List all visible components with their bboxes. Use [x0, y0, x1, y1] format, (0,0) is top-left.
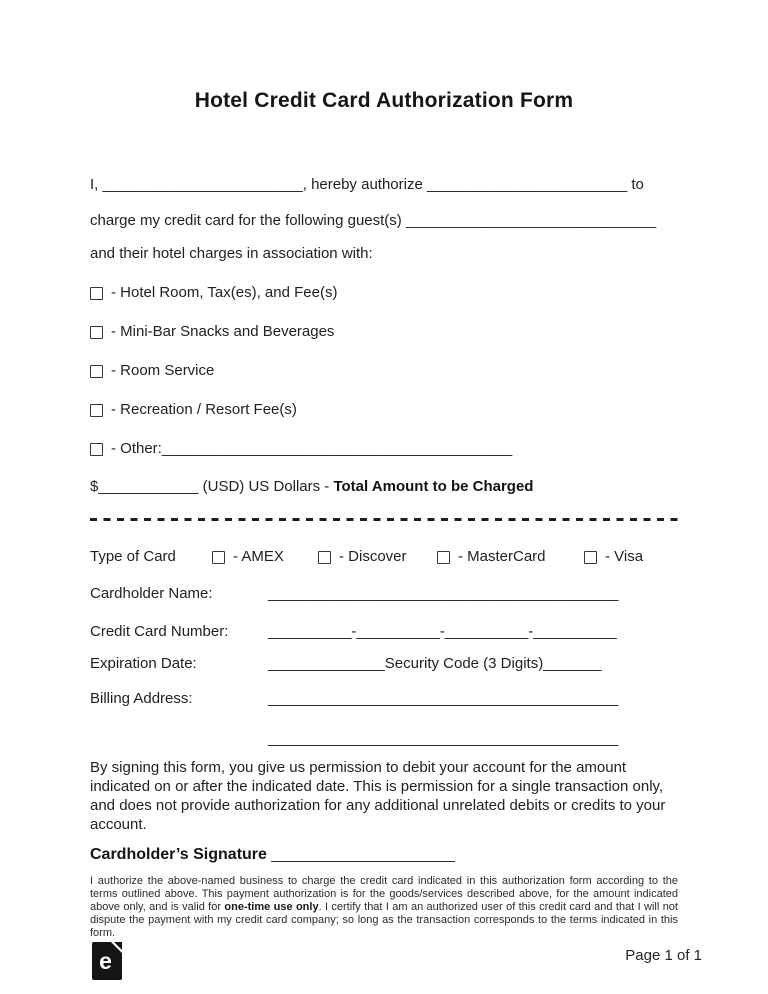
credit-card-number-row: [90, 622, 678, 642]
credit-card-number-label: Credit Card Number:: [90, 623, 229, 640]
charge-option-label: - Room Service: [111, 362, 215, 379]
charge-option-row: [90, 439, 678, 459]
card-type-option: [212, 547, 318, 567]
card-type-option-label: - Discover: [339, 548, 407, 565]
card-type-row: [90, 547, 678, 567]
cardholder-name-blank[interactable]: __________________________________________: [268, 585, 619, 602]
expiration-date-blank[interactable]: ______________: [268, 655, 385, 672]
intro-text: , hereby authorize: [302, 176, 427, 193]
intro-line-1: [90, 176, 678, 194]
eforms-logo-letter: e: [99, 948, 112, 974]
checkbox-visa[interactable]: [584, 551, 597, 564]
amount-text: (USD) US Dollars -: [198, 478, 334, 495]
card-type-option: [584, 547, 643, 567]
card-type-option: [318, 547, 437, 567]
security-code-blank[interactable]: _______: [543, 655, 602, 672]
checkbox-amex[interactable]: [212, 551, 225, 564]
charge-option-row: [90, 361, 678, 381]
charge-option-label: - Mini-Bar Snacks and Beverages: [111, 323, 335, 340]
page-footer: [0, 942, 768, 980]
card-type-option: [437, 547, 584, 567]
checkbox-other[interactable]: [90, 443, 103, 456]
currency-symbol: $: [90, 478, 99, 495]
charge-option-row: [90, 400, 678, 420]
security-code-label: Security Code (3 Digits): [384, 655, 544, 672]
charge-option-label: - Other:: [111, 440, 162, 457]
checkbox-hotel-room[interactable]: [90, 287, 103, 300]
billing-address-blank-2[interactable]: __________________________________________: [268, 730, 619, 747]
checkbox-recreation[interactable]: [90, 404, 103, 417]
page-indicator: Page 1 of 1: [625, 947, 702, 964]
checkbox-mini-bar[interactable]: [90, 326, 103, 339]
intro-text: I,: [90, 176, 103, 193]
charge-option-label: - Hotel Room, Tax(es), and Fee(s): [111, 284, 338, 301]
checkbox-mastercard[interactable]: [437, 551, 450, 564]
card-type-option-label: - MasterCard: [458, 548, 546, 565]
checkbox-discover[interactable]: [318, 551, 331, 564]
page-title: Hotel Credit Card Authorization Form: [194, 89, 574, 112]
signature-blank[interactable]: ______________________: [271, 846, 455, 863]
other-charge-blank[interactable]: __________________________________________: [161, 440, 513, 457]
billing-address-row-2: [90, 729, 678, 749]
checkbox-room-service[interactable]: [90, 365, 103, 378]
intro-text: charge my credit card for the following guest(s): [90, 212, 406, 229]
fine-print: [90, 875, 678, 940]
card-type-option-label: - Visa: [605, 548, 644, 565]
authorized-business-blank[interactable]: ________________________: [426, 176, 628, 193]
permission-paragraph: By signing this form, you give us permission to debit your account for the amount indicated on or after the indicated date. This is permission for a single transaction only, and does not provide authorization for any additional unrelated debits or credits to your account.: [90, 759, 666, 833]
fine-print-text: I authorize the above-named business to charge the credit card indicated in this authorization form according to the terms outlined above. This payment authorization is for the goods/services described above, for the amount indicated above only, and is valid for: [90, 875, 678, 913]
billing-address-row: [90, 689, 678, 709]
total-amount-label: Total Amount to be Charged: [333, 478, 534, 495]
expiration-date-label: Expiration Date:: [90, 655, 197, 672]
intro-line-3: and their hotel charges in association with:: [90, 245, 373, 262]
one-time-use-text: one-time use only: [224, 901, 319, 913]
intro-text: to: [627, 176, 644, 193]
charge-option-label: - Recreation / Resort Fee(s): [111, 401, 297, 418]
guests-blank[interactable]: ______________________________: [405, 212, 657, 229]
dashed-divider: [90, 518, 678, 521]
cardholder-name-row: [90, 584, 678, 604]
fine-print-text: . I certify that I am an authorized user of this credit card and that I will not dispute the payment with my credit card company; so long as the transaction corresponds to the terms indicated in this form.: [90, 901, 678, 939]
card-type-option-label: - AMEX: [233, 548, 284, 565]
billing-address-blank-1[interactable]: __________________________________________: [268, 690, 619, 707]
cardholder-name-label: Cardholder Name:: [90, 585, 213, 602]
expiration-row: [90, 654, 678, 674]
intro-line-2: [90, 212, 678, 230]
billing-address-label-spacer: [90, 729, 268, 749]
authorizer-name-blank[interactable]: ________________________: [102, 176, 303, 193]
eforms-document-icon: [92, 942, 122, 980]
signature-row: [90, 845, 678, 865]
billing-address-label: Billing Address:: [90, 690, 193, 707]
amount-blank[interactable]: ____________: [98, 478, 199, 495]
total-amount-line: [90, 477, 678, 497]
credit-card-number-blank[interactable]: __________-__________-__________-__________: [268, 623, 617, 640]
card-type-label: Type of Card: [90, 548, 176, 565]
charge-option-row: [90, 283, 678, 303]
charge-option-row: [90, 322, 678, 342]
cardholder-signature-label: Cardholder’s Signature: [90, 846, 272, 863]
